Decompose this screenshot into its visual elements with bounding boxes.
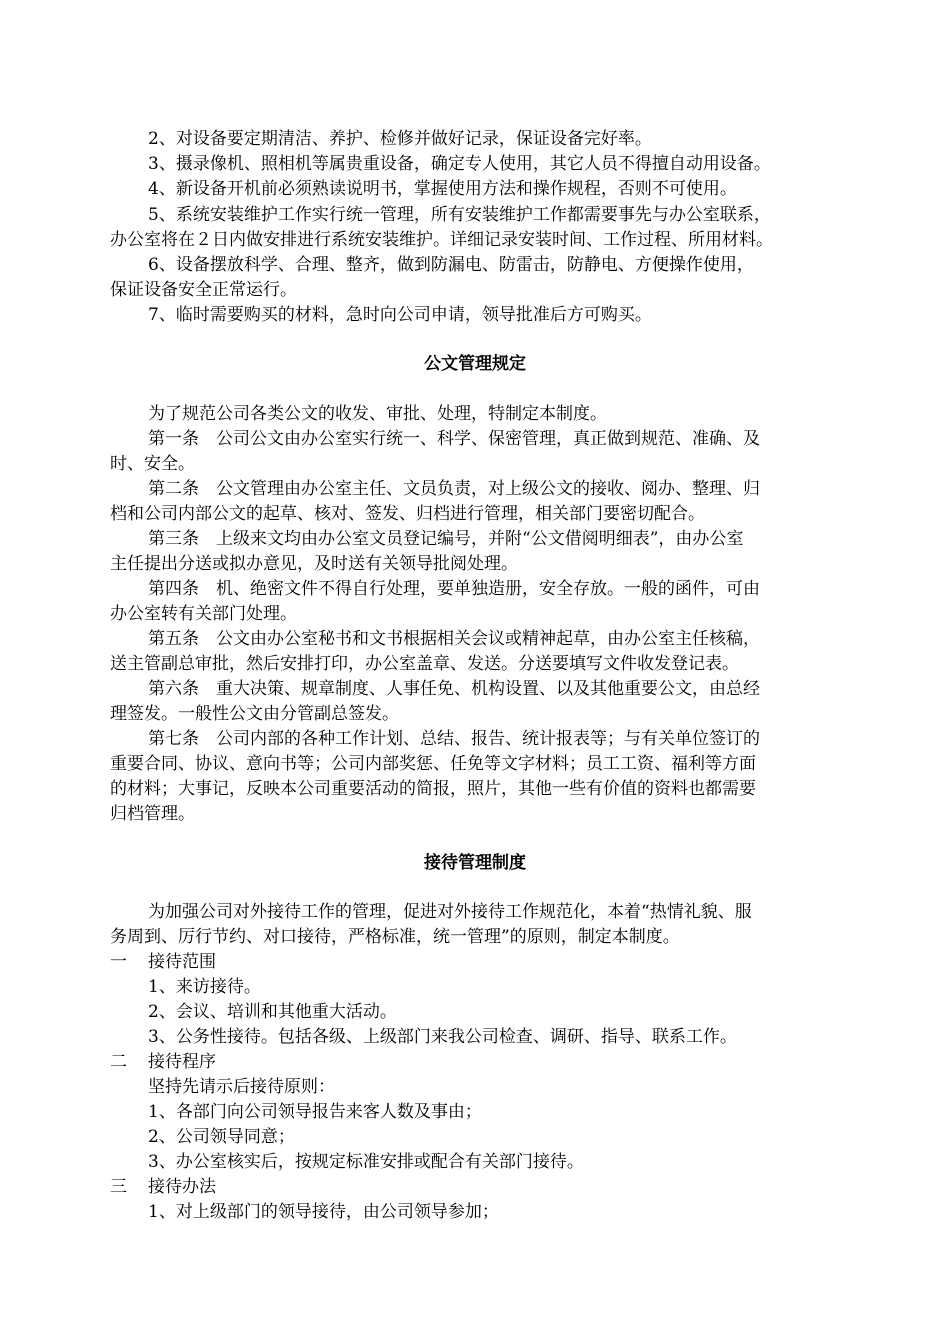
- document-rules-line: 为了规范公司各类公文的收发、审批、处理，特制定本制度。: [148, 404, 607, 424]
- section-number: 二: [110, 1052, 127, 1072]
- section-number: 三: [110, 1177, 127, 1197]
- equipment-item-cont: 办公室将在２日内做安排进行系统安装维护。详细记录安装时间、工作过程、所用材料。: [110, 230, 773, 250]
- method-item: 1、对上级部门的领导接待，由公司领导参加；: [148, 1202, 499, 1222]
- scope-item: 3、公务性接待。包括各级、上级部门来我公司检查、调研、指导、联系工作。: [148, 1027, 737, 1047]
- document-rules-line: 第五条 公文由办公室秘书和文书根据相关会议或精神起草，由办公室主任核稿，: [148, 629, 760, 649]
- document-rules-line: 第七条 公司内部的各种工作计划、总结、报告、统计报表等；与有关单位签订的: [148, 729, 760, 749]
- procedure-item: 坚持先请示后接待原则：: [148, 1077, 335, 1097]
- reception-intro-line: 务周到、厉行节约、对口接待，严格标准，统一管理”的原则，制定本制度。: [110, 927, 680, 947]
- procedure-item: 3、办公室核实后，按规定标准安排或配合有关部门接待。: [148, 1152, 584, 1172]
- document-rules-line: 重要合同、协议、意向书等；公司内部奖惩、任免等文字材料；员工工资、福利等方面: [110, 754, 756, 774]
- reception-title: 接待管理制度: [424, 853, 526, 873]
- procedure-item: 2、公司领导同意；: [148, 1127, 295, 1147]
- document-rules-line: 的材料；大事记，反映本公司重要活动的简报，照片，其他一些有价值的资料也都需要: [110, 779, 756, 799]
- section-number: 一: [110, 952, 127, 972]
- equipment-item-cont: 保证设备安全正常运行。: [110, 280, 297, 300]
- document-rules-line: 时、安全。: [110, 454, 195, 474]
- document-rules-line: 归档管理。: [110, 804, 195, 824]
- equipment-item: 2、对设备要定期清洁、养护、检修并做好记录，保证设备完好率。: [148, 129, 652, 149]
- document-rules-line: 第二条 公文管理由办公室主任、文员负责，对上级公文的接收、阅办、整理、归: [148, 479, 760, 499]
- reception-intro-line: 为加强公司对外接待工作的管理，促进对外接待工作规范化，本着“热情礼貌、服: [148, 902, 752, 922]
- equipment-item: 4、新设备开机前必须熟读说明书，掌握使用方法和操作规程，否则不可使用。: [148, 179, 737, 199]
- document-rules-line: 第一条 公司公文由办公室实行统一、科学、保密管理，真正做到规范、准确、及: [148, 429, 760, 449]
- document-rules-line: 第三条 上级来文均由办公室文员登记编号，并附“公文借阅明细表”，由办公室: [148, 529, 744, 549]
- equipment-item: 7、临时需要购买的材料，急时向公司申请，领导批准后方可购买。: [148, 305, 652, 325]
- equipment-item: 5、系统安装维护工作实行统一管理，所有安装维护工作都需要事先与办公室联系，: [148, 205, 771, 225]
- document-rules-line: 第六条 重大决策、规章制度、人事任免、机构设置、以及其他重要公文，由总经: [148, 679, 760, 699]
- document-rules-title: 公文管理规定: [424, 354, 526, 374]
- document-rules-line: 档和公司内部公文的起草、核对、签发、归档进行管理，相关部门要密切配合。: [110, 504, 705, 524]
- document-rules-line: 理签发。一般性公文由分管副总签发。: [110, 704, 399, 724]
- section-title-method: 接待办法: [148, 1177, 216, 1197]
- equipment-item: 6、设备摆放科学、合理、整齐，做到防漏电、防雷击，防静电、方便操作使用，: [148, 255, 754, 275]
- equipment-item: 3、摄录像机、照相机等属贵重设备，确定专人使用，其它人员不得擅自动用设备。: [148, 154, 771, 174]
- section-title-scope: 接待范围: [148, 952, 216, 972]
- document-rules-line: 送主管副总审批，然后安排打印，办公室盖章、发送。分送要填写文件收发登记表。: [110, 654, 739, 674]
- scope-item: 2、会议、培训和其他重大活动。: [148, 1002, 397, 1022]
- section-title-procedure: 接待程序: [148, 1052, 216, 1072]
- procedure-item: 1、各部门向公司领导报告来客人数及事由；: [148, 1102, 482, 1122]
- document-rules-line: 主任提出分送或拟办意见，及时送有关领导批阅处理。: [110, 554, 518, 574]
- document-rules-line: 办公室转有关部门处理。: [110, 604, 297, 624]
- document-rules-line: 第四条 机、绝密文件不得自行处理，要单独造册，安全存放。一般的函件，可由: [148, 579, 760, 599]
- scope-item: 1、来访接待。: [148, 977, 261, 997]
